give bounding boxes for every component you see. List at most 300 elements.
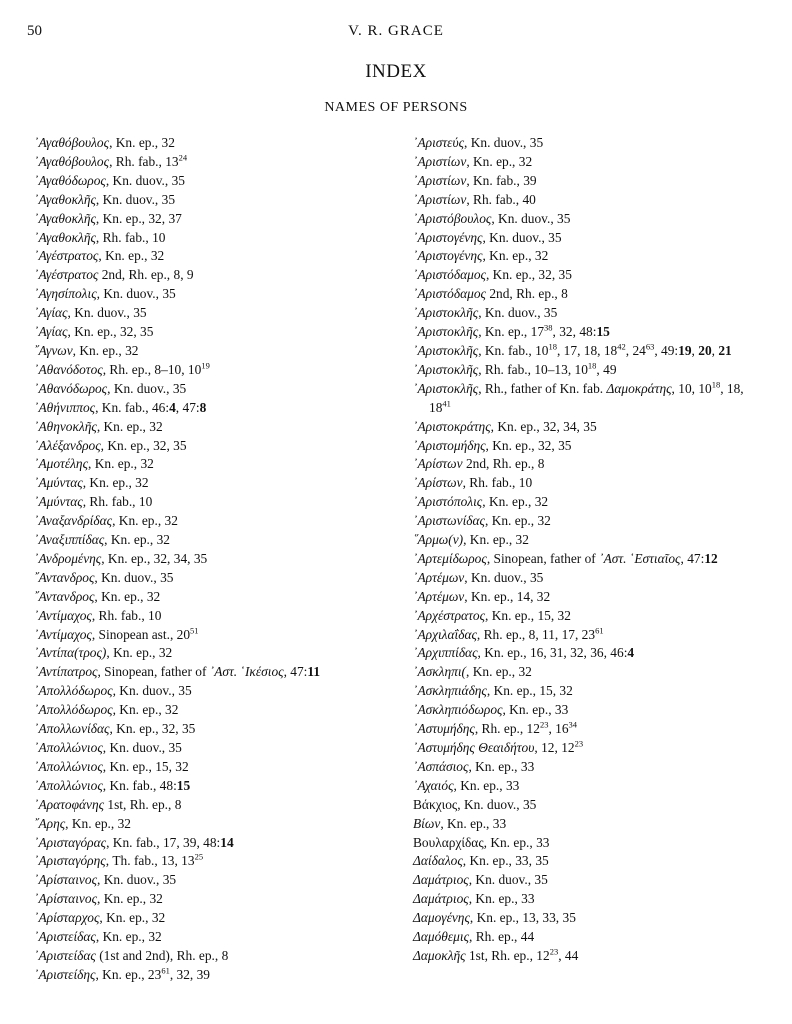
index-entry bbox=[34, 153, 386, 172]
index-entry bbox=[34, 323, 386, 342]
entry-reference: , Rh. ep., 12 bbox=[474, 721, 540, 737]
entry-reference: , 47: bbox=[283, 664, 308, 680]
index-entry bbox=[34, 361, 386, 380]
entry-name: ᾿Αρατοφάνης bbox=[34, 796, 105, 812]
index-entry bbox=[413, 247, 765, 266]
index-entry bbox=[413, 380, 765, 418]
entry-name: Δαμόθεμις bbox=[413, 929, 470, 945]
footnote-ref: 63 bbox=[645, 341, 655, 352]
bold-reference: 14 bbox=[220, 834, 234, 850]
entry-name: ᾿Αριστοκλῆς bbox=[413, 361, 479, 377]
entry-name: Βίων bbox=[413, 815, 441, 831]
entry-name: ῞Αρμω(ν) bbox=[413, 532, 464, 548]
index-entry bbox=[34, 834, 386, 853]
index-entry bbox=[413, 304, 765, 323]
entry-name: ᾿Απολλώνιος bbox=[34, 740, 103, 755]
entry-reference: , Rh. fab., 10 bbox=[462, 475, 533, 491]
footnote-ref: 23 bbox=[574, 738, 584, 749]
entry-name: ᾿Αγαθοκλῆς bbox=[34, 191, 96, 207]
entry-reference: , 47: bbox=[175, 399, 200, 415]
entry-name: ᾿Ασκληπι( bbox=[413, 664, 467, 680]
entry-reference: , Kn. duov., 35 bbox=[112, 683, 192, 699]
entry-reference: , Rh., father of Kn. fab. bbox=[478, 380, 607, 396]
entry-reference: , Kn. duov., 35 bbox=[95, 191, 176, 207]
entry-name: ᾿Αριστοκλῆς bbox=[413, 342, 479, 358]
index-entry bbox=[413, 815, 765, 834]
entry-reference: , Kn. ep., 32, 35 bbox=[485, 267, 572, 283]
bold-reference: 11 bbox=[307, 664, 321, 680]
entry-name: ᾿Αχαιός bbox=[413, 777, 454, 793]
index-entry bbox=[413, 588, 765, 607]
entry-reference: , Kn. fab., 17, 39, 48: bbox=[106, 834, 221, 850]
entry-reference: 2nd, Rh. ep., 8 bbox=[485, 286, 568, 302]
entry-name: ᾿Αθανόδοτος bbox=[34, 361, 103, 377]
entry-reference: 1st, Rh. ep., 12 bbox=[465, 947, 550, 963]
entry-reference: , Kn. fab., 10 bbox=[478, 342, 549, 358]
index-entry bbox=[34, 210, 386, 229]
index-entry bbox=[34, 815, 386, 834]
index-entry bbox=[34, 569, 386, 588]
index-entry bbox=[34, 399, 386, 418]
entry-name: ᾿Αριστοκράτης bbox=[413, 418, 491, 434]
footnote-ref: 61 bbox=[161, 965, 170, 976]
entry-name: ᾿Αστυμήδης Θεαιδήτου bbox=[413, 740, 535, 755]
index-entry bbox=[34, 852, 386, 871]
entry-reference: , 44 bbox=[558, 947, 579, 963]
entry-name: ᾿Αρτεμίδωρος bbox=[413, 550, 487, 566]
entry-reference: , 16 bbox=[548, 721, 569, 737]
entry-reference: , Kn. duov., 35 bbox=[102, 740, 182, 755]
index-entry bbox=[34, 777, 386, 796]
entry-name: ᾿Αλέξανδρος bbox=[34, 437, 101, 453]
index-entry bbox=[34, 474, 386, 493]
index-entry bbox=[413, 607, 765, 626]
bold-reference: 4 bbox=[627, 645, 635, 661]
index-entry bbox=[413, 909, 765, 928]
entry-name: ᾿Αναξιππίδας bbox=[34, 532, 105, 548]
index-entry bbox=[413, 834, 765, 853]
entry-reference: , Kn. ep., 32, 34, 35 bbox=[101, 550, 208, 566]
entry-name: ᾿Αθήνιππος bbox=[34, 399, 96, 415]
entry-reference: , Kn. ep., 32 bbox=[97, 891, 163, 907]
entry-name: ᾿Αρίσταρχος bbox=[34, 910, 100, 926]
footnote-ref: 18 bbox=[587, 360, 597, 371]
entry-name: ᾿Αγίας bbox=[34, 324, 68, 340]
entry-name: ᾿Αριστωνίδας bbox=[413, 513, 485, 529]
index-entry bbox=[413, 210, 765, 229]
entry-name: ᾿Αγίας bbox=[34, 305, 68, 321]
index-entry bbox=[34, 871, 386, 890]
entry-reference: , Kn. ep., 32 bbox=[106, 645, 173, 661]
entry-name: ᾿Αρίσταινος bbox=[34, 891, 98, 907]
index-entry bbox=[34, 134, 386, 153]
entry-reference: , Kn. ep., 15, 32 bbox=[102, 758, 189, 774]
index-entry bbox=[34, 247, 386, 266]
bold-reference: 19 bbox=[678, 342, 692, 358]
index-entry bbox=[34, 796, 386, 815]
entry-name: ᾿Αρίστων bbox=[413, 456, 463, 472]
entry-reference: , Sinopean ast., 20 bbox=[91, 626, 191, 642]
entry-reference: 1st, Rh. ep., 8 bbox=[104, 796, 182, 812]
footnote-ref: 61 bbox=[595, 625, 604, 636]
entry-name: ᾿Αρχιλαΐδας bbox=[413, 626, 477, 642]
index-title: INDEX bbox=[365, 61, 427, 82]
entry-name: Δαμάτριος bbox=[413, 891, 469, 907]
footnote-ref: 41 bbox=[442, 398, 451, 409]
entry-reference: , Kn. duov., 35 bbox=[97, 872, 177, 888]
entry-reference: , 24 bbox=[625, 342, 646, 358]
entry-reference: , Sinopean, father of bbox=[97, 664, 210, 680]
entry-reference: , Kn. ep., 32 bbox=[94, 588, 161, 604]
entry-reference: , Kn. duov., 35 bbox=[457, 796, 537, 812]
bold-reference: 21 bbox=[718, 342, 732, 358]
index-entry bbox=[413, 342, 765, 361]
entry-reference: , Kn. ep., 32 bbox=[99, 910, 166, 926]
index-entry bbox=[413, 493, 765, 512]
entry-name: ᾿Ανδρομένης bbox=[34, 550, 102, 566]
footnote-ref: 23 bbox=[539, 719, 549, 730]
index-entry bbox=[34, 418, 386, 437]
entry-reference: , 10, 10 bbox=[671, 380, 712, 396]
index-entry bbox=[413, 361, 765, 380]
index-entry bbox=[34, 455, 386, 474]
entry-name: ῎Αγνων bbox=[34, 342, 73, 358]
entry-reference: , Kn. duov., 35 bbox=[482, 229, 562, 245]
entry-name: ᾿Αγαθοκλῆς bbox=[34, 210, 96, 226]
index-entry bbox=[34, 172, 386, 191]
entry-name: ᾿Αμύντας bbox=[34, 494, 83, 510]
entry-name: ᾿Απολλόδωρος bbox=[34, 702, 113, 718]
entry-reference: , Rh. fab., 10–13, 10 bbox=[478, 361, 588, 377]
index-entry bbox=[34, 285, 386, 304]
index-entry bbox=[413, 777, 765, 796]
entry-name: ᾿Αμοτέλης bbox=[34, 456, 89, 472]
entry-reference: , Kn. ep., 32 bbox=[463, 532, 529, 548]
entry-reference: , Kn. ep., 32 bbox=[95, 929, 162, 945]
index-entry bbox=[413, 928, 765, 947]
entry-name: ᾿Αριστίων bbox=[413, 172, 467, 188]
entry-name: ᾿Ασκληπιάδης bbox=[413, 683, 487, 699]
index-entry bbox=[413, 191, 765, 210]
entry-name: ᾿Αντίμαχος bbox=[34, 607, 92, 623]
index-entry bbox=[413, 172, 765, 191]
entry-name: ᾿Αριστογένης bbox=[413, 229, 483, 245]
index-entry bbox=[413, 644, 765, 663]
entry-name: ᾿Αριστίων bbox=[413, 191, 467, 207]
bold-reference: 20 bbox=[698, 342, 712, 358]
index-entry bbox=[34, 229, 386, 248]
entry-name: ᾿Αριστόβουλος bbox=[413, 210, 492, 226]
index-entry bbox=[34, 909, 386, 928]
entry-reference: , Kn. ep., 14, 32 bbox=[464, 588, 551, 604]
entry-name: ᾿Αρτέμων bbox=[413, 569, 465, 585]
entry-reference: , Rh. fab., 10 bbox=[82, 494, 153, 510]
entry-name: ᾿Αγαθόβουλος bbox=[34, 153, 110, 169]
entry-reference: (1st and 2nd), Rh. ep., 8 bbox=[95, 947, 229, 963]
bold-reference: 15 bbox=[596, 324, 610, 340]
entry-reference: , Kn. ep., 32 bbox=[96, 418, 163, 434]
index-entry bbox=[413, 758, 765, 777]
index-entry bbox=[413, 569, 765, 588]
index-entry bbox=[34, 437, 386, 456]
entry-name: ᾿Αναξανδρίδας bbox=[34, 513, 113, 529]
entry-reference: , Kn. ep., 32 bbox=[112, 513, 178, 529]
entry-reference: , Kn. duov., 35 bbox=[96, 286, 176, 302]
entry-name: ᾿Ασπάσιος bbox=[413, 758, 469, 774]
entry-reference: , Kn. duov., 35 bbox=[464, 135, 544, 150]
entry-name: ᾿Αριστομήδης bbox=[413, 437, 486, 453]
index-entry bbox=[413, 663, 765, 682]
entry-reference: , Kn. ep., 33, 35 bbox=[462, 853, 549, 869]
entry-name: ᾿Απολλόδωρος bbox=[34, 683, 113, 699]
bold-reference: 8 bbox=[199, 399, 207, 415]
running-head: V. R. GRACE bbox=[348, 23, 444, 39]
index-entry bbox=[413, 229, 765, 248]
entry-name: ᾿Αριστοκλῆς bbox=[413, 324, 479, 340]
index-entry bbox=[413, 701, 765, 720]
entry-name: ᾿Αντίμαχος bbox=[34, 626, 92, 642]
entry-name: ᾿Αθανόδωρος bbox=[34, 380, 108, 396]
entry-reference: , Kn. ep., 23 bbox=[95, 966, 162, 982]
entry-reference: , 18, 18 bbox=[429, 380, 744, 415]
entry-reference: , Kn. ep., 32 bbox=[104, 532, 170, 548]
footnote-ref: 38 bbox=[544, 322, 553, 333]
footnote-ref: 18 bbox=[548, 341, 557, 352]
entry-name: ᾿Αριστοκλῆς bbox=[413, 305, 479, 321]
entry-reference: , Rh. fab., 10 bbox=[95, 229, 166, 245]
footnote-ref: 42 bbox=[617, 341, 626, 352]
entry-reference: , Kn. ep., 33 bbox=[453, 777, 520, 793]
bold-reference: 4 bbox=[169, 399, 176, 415]
entry-name: ᾿Απολλώνιος bbox=[34, 777, 103, 793]
entry-name: ᾿Αντίπα(τρος) bbox=[34, 645, 107, 661]
entry-reference: , 49: bbox=[654, 342, 679, 358]
entry-reference: , bbox=[711, 342, 719, 358]
entry-name: ᾿Αστ. ῾Εστιαῖος bbox=[599, 550, 681, 566]
index-entry bbox=[34, 644, 386, 663]
entry-reference: , Rh. ep., 8, 11, 17, 23 bbox=[476, 626, 596, 642]
footnote-ref: 18 bbox=[711, 379, 721, 390]
entry-reference: , 12, 12 bbox=[534, 740, 575, 755]
entry-name: ᾿Αριστείδας bbox=[34, 929, 96, 945]
index-entry bbox=[413, 531, 765, 550]
entry-reference: , Kn. ep., 32, 37 bbox=[95, 210, 182, 226]
entry-name: ᾿Αγέστρατος bbox=[34, 248, 99, 264]
index-entry bbox=[34, 607, 386, 626]
entry-name: Δαίδαλος bbox=[413, 853, 463, 869]
entry-name: ῎Αντανδρος bbox=[34, 569, 95, 585]
bold-reference: 15 bbox=[176, 777, 191, 793]
entry-reference: , Kn. duov., 35 bbox=[105, 172, 185, 188]
index-entry bbox=[34, 493, 386, 512]
entry-reference: , Kn. ep., 33 bbox=[440, 815, 507, 831]
entry-reference: , Kn. ep., 32, 35 bbox=[67, 324, 154, 340]
entry-reference: , 17, 18, 18 bbox=[556, 342, 618, 358]
entry-reference: , Rh. ep., 8–10, 10 bbox=[102, 361, 202, 377]
entry-reference: 2nd, Rh. ep., 8, 9 bbox=[98, 267, 194, 283]
footnote-ref: 34 bbox=[568, 719, 578, 730]
index-entry bbox=[34, 588, 386, 607]
entry-reference: , Kn. duov., 35 bbox=[468, 872, 548, 888]
entry-name: ᾿Αγαθόδωρος bbox=[34, 172, 106, 188]
index-entry bbox=[413, 890, 765, 909]
entry-reference: , Kn. ep., 32 bbox=[485, 513, 551, 529]
entry-name: ᾿Αρτέμων bbox=[413, 588, 465, 604]
entry-reference: , Rh. ep., 44 bbox=[469, 929, 535, 945]
index-entry bbox=[413, 266, 765, 285]
entry-reference: , 32, 39 bbox=[169, 966, 210, 982]
entry-reference: , Kn. ep., 32 bbox=[482, 248, 549, 264]
index-entry bbox=[413, 550, 765, 569]
entry-reference: , Kn. ep., 32, 35 bbox=[109, 721, 196, 737]
entry-reference: , Kn. ep., 32 bbox=[98, 248, 165, 264]
entry-reference: , Th. fab., 13, 13 bbox=[105, 853, 195, 869]
entry-name: ᾿Αρχιππίδας bbox=[413, 645, 478, 661]
entry-reference: , Kn. duov., 35 bbox=[67, 305, 147, 321]
entry-name: ᾿Αρχέστρατος bbox=[413, 607, 486, 623]
entry-name: ᾿Απολλωνίδας bbox=[34, 721, 110, 737]
bold-reference: 12 bbox=[704, 550, 718, 566]
entry-name: ῎Αρης bbox=[34, 815, 66, 831]
entry-name: ᾿Αμύντας bbox=[34, 475, 83, 491]
index-entry bbox=[413, 871, 765, 890]
index-entry bbox=[34, 739, 386, 758]
entry-name: ῎Αντανδρος bbox=[34, 588, 95, 604]
section-title: NAMES OF PERSONS bbox=[324, 100, 468, 115]
entry-reference: , Kn. duov., 35 bbox=[491, 210, 571, 226]
index-entry bbox=[413, 796, 765, 815]
entry-name: ᾿Αγαθόβουλος bbox=[34, 135, 110, 150]
index-entry bbox=[34, 966, 386, 985]
index-entry bbox=[34, 947, 386, 966]
index-entry bbox=[413, 682, 765, 701]
index-entry bbox=[413, 437, 765, 456]
index-entry bbox=[413, 852, 765, 871]
entry-reference: , Kn. ep., 32 bbox=[109, 135, 175, 150]
footnote-ref: 23 bbox=[549, 946, 559, 957]
entry-name: ᾿Αθηνοκλῆς bbox=[34, 418, 97, 434]
index-entry bbox=[34, 663, 386, 682]
entry-reference: , Kn. fab., 46: bbox=[95, 399, 170, 415]
entry-reference: , Kn. ep., 32 bbox=[82, 475, 149, 491]
index-entry bbox=[34, 342, 386, 361]
index-entry bbox=[34, 380, 386, 399]
index-column-left bbox=[34, 134, 386, 985]
entry-name: Δαμοκράτης bbox=[606, 380, 672, 396]
footnote-ref: 19 bbox=[201, 360, 210, 371]
entry-name: ᾿Αριστογένης bbox=[413, 248, 483, 264]
index-entry bbox=[34, 682, 386, 701]
index-entry bbox=[413, 285, 765, 304]
index-entry bbox=[34, 626, 386, 645]
entry-reference: , Kn. duov., 35 bbox=[107, 380, 187, 396]
entry-name: ᾿Αρισταγόρας bbox=[34, 834, 107, 850]
index-entry bbox=[34, 512, 386, 531]
entry-reference: , Kn. ep., 32 bbox=[482, 494, 549, 510]
entry-name: ᾿Απολλώνιος bbox=[34, 758, 103, 774]
entry-reference: , Kn. ep., 32 bbox=[466, 664, 532, 680]
entry-reference: , Kn. ep., 17 bbox=[478, 324, 545, 340]
index-entry bbox=[413, 626, 765, 645]
entry-reference: , Kn. ep., 33 bbox=[468, 891, 535, 907]
entry-name: ᾿Αγέστρατος bbox=[34, 267, 99, 283]
entry-name: ᾿Αντίπατρος bbox=[34, 664, 98, 680]
index-entry bbox=[34, 266, 386, 285]
entry-reference: , Kn. ep., 16, 31, 32, 36, 46: bbox=[477, 645, 628, 661]
entry-name: ᾿Αρισταγόρης bbox=[34, 853, 106, 869]
index-entry bbox=[413, 720, 765, 739]
entry-reference: , 49 bbox=[596, 361, 617, 377]
entry-name: ᾿Αγησίπολις bbox=[34, 286, 97, 302]
index-entry bbox=[34, 928, 386, 947]
entry-reference: , Kn. ep., 32 bbox=[65, 815, 131, 831]
entry-reference: , Kn. fab., 48: bbox=[102, 777, 177, 793]
entry-reference: , Kn. ep., 15, 32 bbox=[485, 607, 571, 623]
index-entry bbox=[413, 134, 765, 153]
index-entry bbox=[34, 550, 386, 569]
index-entry bbox=[34, 701, 386, 720]
entry-reference: , Kn. ep., 15, 32 bbox=[486, 683, 573, 699]
entry-name: ᾿Αριστείδης bbox=[34, 966, 96, 982]
entry-name: ᾿Αρίστων bbox=[413, 475, 463, 491]
entry-name: Δαμάτριος bbox=[413, 872, 469, 888]
entry-reference: , Rh. fab., 40 bbox=[466, 191, 536, 207]
entry-name: ᾿Αριστόδαμος bbox=[413, 267, 486, 283]
entry-reference: , Kn. ep., 32, 34, 35 bbox=[490, 418, 597, 434]
index-entry bbox=[413, 947, 765, 966]
entry-name: ᾿Αρίσταινος bbox=[34, 872, 98, 888]
entry-name: Δαμοκλῆς bbox=[413, 947, 466, 963]
index-entry bbox=[34, 191, 386, 210]
page-number: 50 bbox=[27, 23, 42, 39]
index-entry bbox=[413, 153, 765, 172]
entry-reference: , Kn. duov., 35 bbox=[478, 305, 558, 321]
index-column-right bbox=[413, 134, 765, 966]
entry-reference: , Kn. fab., 39 bbox=[466, 172, 537, 188]
footnote-ref: 51 bbox=[190, 625, 199, 636]
entry-reference: 2nd, Rh. ep., 8 bbox=[462, 456, 545, 472]
entry-name: Βάκχιος bbox=[413, 796, 458, 812]
index-entry bbox=[413, 739, 765, 758]
entry-reference: , Kn. ep., 32, 35 bbox=[100, 437, 187, 453]
entry-reference: , Kn. ep., 32 bbox=[112, 702, 179, 718]
entry-name: ᾿Αριστείδας bbox=[34, 947, 96, 963]
index-entry bbox=[34, 531, 386, 550]
entry-reference: , Kn. ep., 32 bbox=[466, 153, 533, 169]
entry-name: ᾿Αστυμήδης bbox=[413, 721, 475, 737]
entry-reference: , 32, 48: bbox=[552, 324, 597, 340]
entry-name: ᾿Ασκληπιόδωρος bbox=[413, 702, 503, 718]
index-entry bbox=[413, 512, 765, 531]
entry-reference: , Kn. ep., 32 bbox=[72, 342, 139, 358]
entry-name: Βουλαρχίδας bbox=[413, 834, 484, 850]
index-entry bbox=[413, 418, 765, 437]
entry-reference: , Kn. ep., 33 bbox=[468, 758, 535, 774]
entry-reference: , Kn. ep., 33 bbox=[483, 834, 550, 850]
entry-reference: , 47: bbox=[680, 550, 705, 566]
entry-reference: , Kn. duov., 35 bbox=[94, 569, 174, 585]
index-entry bbox=[34, 890, 386, 909]
entry-name: ᾿Αριστίων bbox=[413, 153, 467, 169]
entry-name: ᾿Αριστοκλῆς bbox=[413, 380, 479, 396]
entry-reference: , bbox=[691, 342, 699, 358]
entry-name: ᾿Αριστεύς bbox=[413, 135, 465, 150]
entry-reference: , Rh. fab., 13 bbox=[109, 153, 179, 169]
entry-reference: , Kn. ep., 33 bbox=[502, 702, 569, 718]
footnote-ref: 24 bbox=[178, 152, 188, 163]
entry-name: ᾿Αριστόδαμος bbox=[413, 286, 486, 302]
index-entry bbox=[34, 720, 386, 739]
